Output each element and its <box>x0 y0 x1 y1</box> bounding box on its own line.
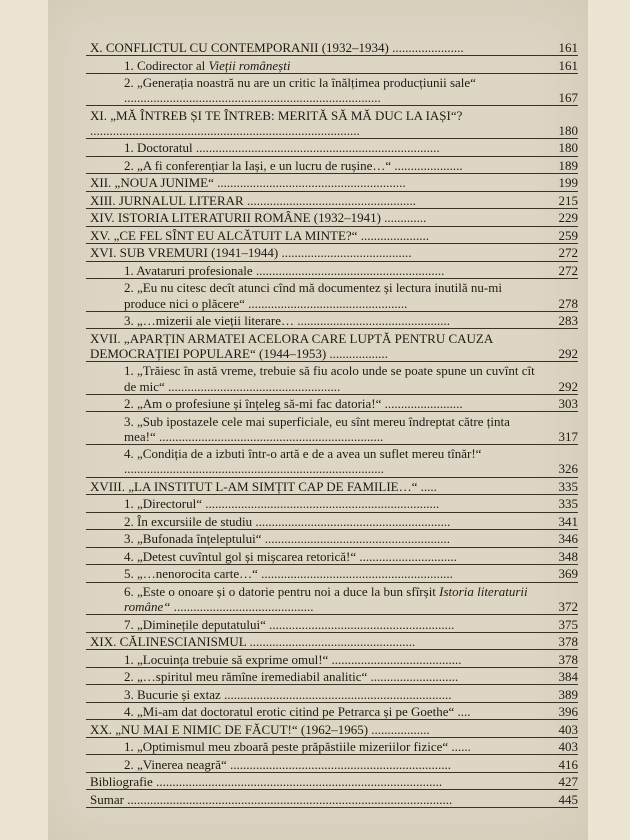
toc-entry-text: Sumar .................................................................................................... <box>90 791 453 807</box>
toc-entry-text: 1. „Locuința trebuie să exprime omul!“ ........................................ <box>124 651 462 667</box>
toc-page-number: 335 <box>558 478 578 494</box>
toc-entry-title <box>124 687 452 702</box>
toc-entry-text: XII. „NOUA JUNIME“ .......................................................... <box>90 175 406 191</box>
toc-entry-text: XIII. JURNALUL LITERAR .................................................... <box>90 192 416 208</box>
toc-entry-title <box>124 140 440 155</box>
toc-entry-text: 1. Avataruri profesionale .......................................................... <box>124 262 445 278</box>
toc-chapter-entry <box>86 331 578 362</box>
toc-page-number: 199 <box>558 175 578 191</box>
toc-chapter-entry <box>86 722 578 738</box>
toc-page-number: 161 <box>558 40 578 55</box>
toc-page-number: 384 <box>558 669 578 685</box>
toc-entry-title <box>90 479 437 494</box>
toc-entry-title <box>124 280 502 310</box>
toc-page-number: 278 <box>558 295 578 311</box>
toc-page-number: 369 <box>558 566 578 582</box>
toc-page-number: 396 <box>558 704 578 720</box>
toc-page-number: 375 <box>558 616 578 632</box>
toc-entry-text: 3. „…mizerii ale vieții literare… ............................................... <box>124 313 451 329</box>
toc-section-entry <box>86 446 578 477</box>
toc-entry-text: 4. „Detest cuvîntul gol și mișcarea retorică!“ .............................. <box>124 548 457 564</box>
toc-entry-text: X. CONFLICTUL CU CONTEMPORANII (1932–1934) ...................... <box>90 40 464 55</box>
toc-entry-title <box>124 566 453 581</box>
toc-entry-italic-title: Vieții românești <box>208 57 291 73</box>
toc-section-entry <box>86 496 578 512</box>
toc-page-number: 403 <box>558 739 578 755</box>
toc-page-number: 303 <box>558 396 578 412</box>
toc-entry-title <box>90 634 415 649</box>
toc-page-number: 403 <box>558 721 578 737</box>
toc-page-number: 378 <box>558 651 578 667</box>
toc-entry-text: 2. „Eu nu citesc decît atunci cînd mă documentez și lectura inutilă nu-mi produce nici o plăcere“ ................................................. <box>124 280 502 311</box>
toc-entry-title <box>90 108 462 138</box>
book-page <box>48 0 588 840</box>
toc-entry-title <box>124 414 510 444</box>
toc-entry-text: XV. „CE FEL SÎNT EU ALCĂTUIT LA MINTE?“ ..................... <box>90 227 429 243</box>
toc-page-number: 259 <box>558 227 578 243</box>
toc-page-number: 341 <box>558 513 578 529</box>
toc-page-number: 427 <box>558 774 578 790</box>
toc-entry-title <box>124 739 471 754</box>
toc-entry-title <box>124 58 290 73</box>
toc-entry-text: 4. „Condiția de a izbuti într-o artă e de a avea un suflet mereu tînăr!“ ................................................................................ <box>124 446 482 477</box>
toc-chapter-entry <box>86 108 578 139</box>
toc-entry-text: 1. „Optimismul meu zboară peste prăpăstiile mizeriilor fizice“ ...... <box>124 739 471 755</box>
toc-entry-title <box>90 792 452 807</box>
toc-entry-title <box>124 158 463 173</box>
toc-page-number: 372 <box>558 599 578 615</box>
toc-entry-text: 1. Doctoratul ........................................................................... <box>124 140 440 156</box>
toc-entry-text: 3. Bucurie și extaz ...................................................................... <box>124 686 452 702</box>
toc-chapter-entry <box>86 40 578 56</box>
toc-section-entry <box>86 757 578 773</box>
toc-page-number: 326 <box>558 461 578 477</box>
toc-entry-text: 2. „Am o profesiune și înțeleg să-mi fac datoria!“ ........................ <box>124 396 463 412</box>
toc-entry-title <box>90 193 416 208</box>
toc-entry-text: 2. „A fi conferențiar la Iași, e un lucru de rușine…“ ..................... <box>124 157 463 173</box>
toc-page-number: 348 <box>558 548 578 564</box>
toc-chapter-entry <box>86 774 578 790</box>
toc-page-number: 167 <box>558 90 578 106</box>
toc-chapter-entry <box>86 479 578 495</box>
toc-page-number: 346 <box>558 531 578 547</box>
toc-entry-title <box>90 40 464 55</box>
toc-entry-title <box>90 228 429 243</box>
toc-entry-title <box>124 75 476 105</box>
toc-section-entry <box>86 263 578 279</box>
toc-section-entry <box>86 687 578 703</box>
toc-entry-text: 3. „Sub ipostazele cele mai superficiale, eu sînt mereu îndreptat către ținta mea!“ ..................................................................... <box>124 413 510 444</box>
toc-entry-text: XIX. CĂLINESCIANISMUL ................................................... <box>90 634 416 650</box>
toc-entry-text: Bibliografie ........................................................................................ <box>90 774 443 790</box>
toc-entry-text: 6. „Este o onoare și o datorie pentru noi a duce la bun sfîrșit <box>124 583 440 599</box>
toc-section-entry <box>86 363 578 394</box>
toc-entry-title <box>90 722 430 737</box>
toc-section-entry <box>86 531 578 547</box>
toc-entry-title <box>124 584 528 614</box>
toc-entry-text: 2. „Generația noastră nu are un critic la înălțimea producțiunii sale“ ............................................................................... <box>124 75 476 106</box>
toc-section-entry <box>86 549 578 565</box>
toc-section-entry <box>86 396 578 412</box>
toc-entry-text: 1. „Trăiesc în astă vreme, trebuie să fiu acolo unde se poate spune un cuvînt cît de mic“ ..................................................... <box>124 363 535 394</box>
toc-entry-text: 2. „…spiritul meu rămîne iremediabil analitic“ ........................... <box>124 669 459 685</box>
toc-entry-title <box>124 496 439 511</box>
toc-entry-text: 3. „Bufonada înțeleptului“ ......................................................... <box>124 531 451 547</box>
toc-chapter-entry <box>86 245 578 261</box>
toc-page-number: 272 <box>558 262 578 278</box>
toc-section-entry <box>86 280 578 311</box>
toc-page-number: 335 <box>558 496 578 512</box>
toc-entry-title <box>124 396 463 411</box>
toc-entry-title <box>90 331 493 361</box>
toc-entry-title <box>90 175 406 190</box>
toc-entry-title <box>124 652 462 667</box>
toc-entry-text: XVII. „APARȚIN ARMATEI ACELORA CARE LUPTĂ PENTRU CAUZA DEMOCRAȚIEI POPULARE“ (1944–1953) .................. <box>90 330 493 361</box>
toc-entry-text: 2. În excursiile de studiu ............................................................ <box>124 513 451 529</box>
toc-page-number: 292 <box>558 378 578 394</box>
toc-page-number: 229 <box>558 210 578 226</box>
toc-chapter-entry <box>86 634 578 650</box>
toc-entry-title <box>124 313 450 328</box>
toc-page-number: 378 <box>558 634 578 650</box>
toc-page-number: 189 <box>558 157 578 173</box>
toc-entry-leader: ........................................... <box>170 599 314 615</box>
toc-entry-text: XVI. SUB VREMURI (1941–1944) ........................................ <box>90 245 412 261</box>
toc-entry-title <box>124 363 535 393</box>
toc-section-entry <box>86 652 578 668</box>
toc-page-number: 161 <box>558 57 578 73</box>
toc-entry-title <box>124 617 454 632</box>
toc-entry-title <box>124 531 450 546</box>
toc-page-number: 272 <box>558 245 578 261</box>
toc-chapter-entry <box>86 792 578 808</box>
toc-entry-text: 2. „Vinerea neagră“ .................................................................... <box>124 756 452 772</box>
toc-section-entry <box>86 514 578 530</box>
toc-section-entry <box>86 158 578 174</box>
toc-chapter-entry <box>86 210 578 226</box>
toc-entry-title <box>124 514 450 529</box>
toc-entry-text: XX. „NU MAI E NIMIC DE FĂCUT!“ (1962–1965) .................. <box>90 721 430 737</box>
toc-entry-title <box>90 245 412 260</box>
toc-entry-text: XI. „MĂ ÎNTREB ȘI TE ÎNTREB: MERITĂ SĂ MĂ DUC LA IAȘI“? ................................................................................... <box>90 107 463 138</box>
toc-entry-title <box>124 446 481 476</box>
toc-section-entry <box>86 75 578 106</box>
toc-section-entry <box>86 669 578 685</box>
toc-section-entry <box>86 566 578 582</box>
toc-entry-title <box>124 669 458 684</box>
toc-entry-text: 1. Codirector al <box>124 57 209 73</box>
toc-entry-text: XIV. ISTORIA LITERATURII ROMÂNE (1932–1941) ............. <box>90 210 427 226</box>
toc-chapter-entry <box>86 175 578 191</box>
toc-page-number: 180 <box>558 140 578 156</box>
toc-entry-title <box>124 757 451 772</box>
toc-entry-title <box>90 210 426 225</box>
toc-page-number: 180 <box>558 122 578 138</box>
toc-entry-italic-title: Istoria literaturii române“ <box>124 583 528 615</box>
toc-entry-text: 5. „…nenorocita carte…“ ........................................................... <box>124 566 453 582</box>
toc-section-entry <box>86 313 578 329</box>
toc-entry-text: 1. „Directorul“ ........................................................................ <box>124 496 440 512</box>
toc-entry-title <box>124 704 471 719</box>
toc-entry-title <box>90 774 442 789</box>
toc-page-number: 389 <box>558 686 578 702</box>
toc-page-number: 317 <box>558 428 578 444</box>
toc-entry-text: 7. „Diminețile deputatului“ ......................................................... <box>124 616 455 632</box>
toc-section-entry <box>86 584 578 615</box>
toc-page-number: 445 <box>558 791 578 807</box>
toc-entry-title <box>124 549 457 564</box>
toc-chapter-entry <box>86 193 578 209</box>
toc-section-entry <box>86 414 578 445</box>
toc-section-entry <box>86 58 578 74</box>
toc-page-number: 292 <box>558 345 578 361</box>
toc-entry-text: 4. „Mi-am dat doctoratul erotic citind pe Petrarca și pe Goethe“ .... <box>124 704 471 720</box>
toc-chapter-entry <box>86 228 578 244</box>
toc-entry-text: XVIII. „LA INSTITUT L-AM SIMȚIT CAP DE FAMILIE…“ ..... <box>90 478 437 494</box>
table-of-contents <box>86 40 578 809</box>
toc-section-entry <box>86 704 578 720</box>
toc-section-entry <box>86 617 578 633</box>
toc-page-number: 215 <box>558 192 578 208</box>
toc-page-number: 283 <box>558 313 578 329</box>
toc-section-entry <box>86 140 578 156</box>
toc-page-number: 416 <box>558 756 578 772</box>
toc-section-entry <box>86 739 578 755</box>
toc-entry-title <box>124 263 444 278</box>
